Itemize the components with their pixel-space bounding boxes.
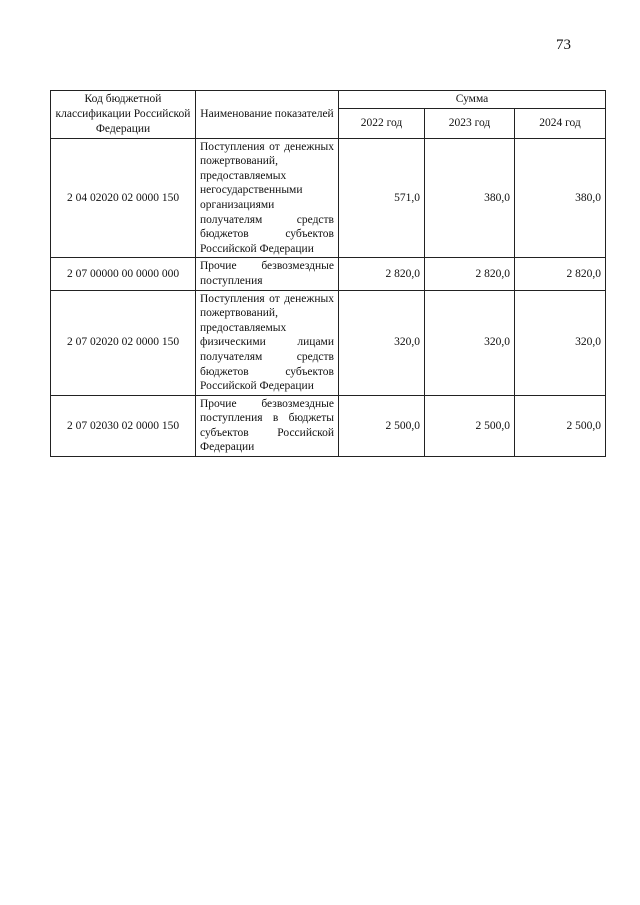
- row-value-2022: 2 500,0: [339, 395, 425, 456]
- row-value-2023: 320,0: [425, 290, 515, 395]
- row-code: 2 07 00000 00 0000 000: [51, 258, 196, 290]
- table-row: [51, 258, 606, 290]
- row-name: Прочие безвозмездные поступления: [196, 258, 339, 290]
- row-value-2024: 320,0: [515, 290, 606, 395]
- row-value-2024: 2 820,0: [515, 258, 606, 290]
- row-value-2023: 2 500,0: [425, 395, 515, 456]
- budget-table: [50, 90, 606, 457]
- row-code: 2 07 02030 02 0000 150: [51, 395, 196, 456]
- header-year-2023: 2023 год: [425, 108, 515, 138]
- row-name: Поступления от денежных пожертвований, предоставляемых физическими лицами получателям средств бюджетов субъектов Российской Федерации: [196, 290, 339, 395]
- row-code: 2 07 02020 02 0000 150: [51, 290, 196, 395]
- row-value-2022: 571,0: [339, 138, 425, 258]
- row-code: 2 04 02020 02 0000 150: [51, 138, 196, 258]
- table-row: [51, 290, 606, 395]
- row-value-2024: 2 500,0: [515, 395, 606, 456]
- row-name: Поступления от денежных пожертвований, предоставляемых негосударственными организациями получателям средств бюджетов субъектов Российской Федерации: [196, 138, 339, 258]
- row-value-2023: 380,0: [425, 138, 515, 258]
- page-number: 73: [556, 37, 571, 53]
- row-value-2024: 380,0: [515, 138, 606, 258]
- table-row: [51, 138, 606, 258]
- header-row: [51, 91, 606, 109]
- header-year-2022: 2022 год: [339, 108, 425, 138]
- row-value-2023: 2 820,0: [425, 258, 515, 290]
- table-row: [51, 395, 606, 456]
- header-code: Код бюджетной классификации Российской Федерации: [51, 91, 196, 139]
- row-value-2022: 2 820,0: [339, 258, 425, 290]
- header-name: Наименование показателей: [196, 91, 339, 139]
- header-year-2024: 2024 год: [515, 108, 606, 138]
- row-name: Прочие безвозмездные поступления в бюджеты субъектов Российской Федерации: [196, 395, 339, 456]
- row-value-2022: 320,0: [339, 290, 425, 395]
- header-sum: Сумма: [339, 91, 606, 109]
